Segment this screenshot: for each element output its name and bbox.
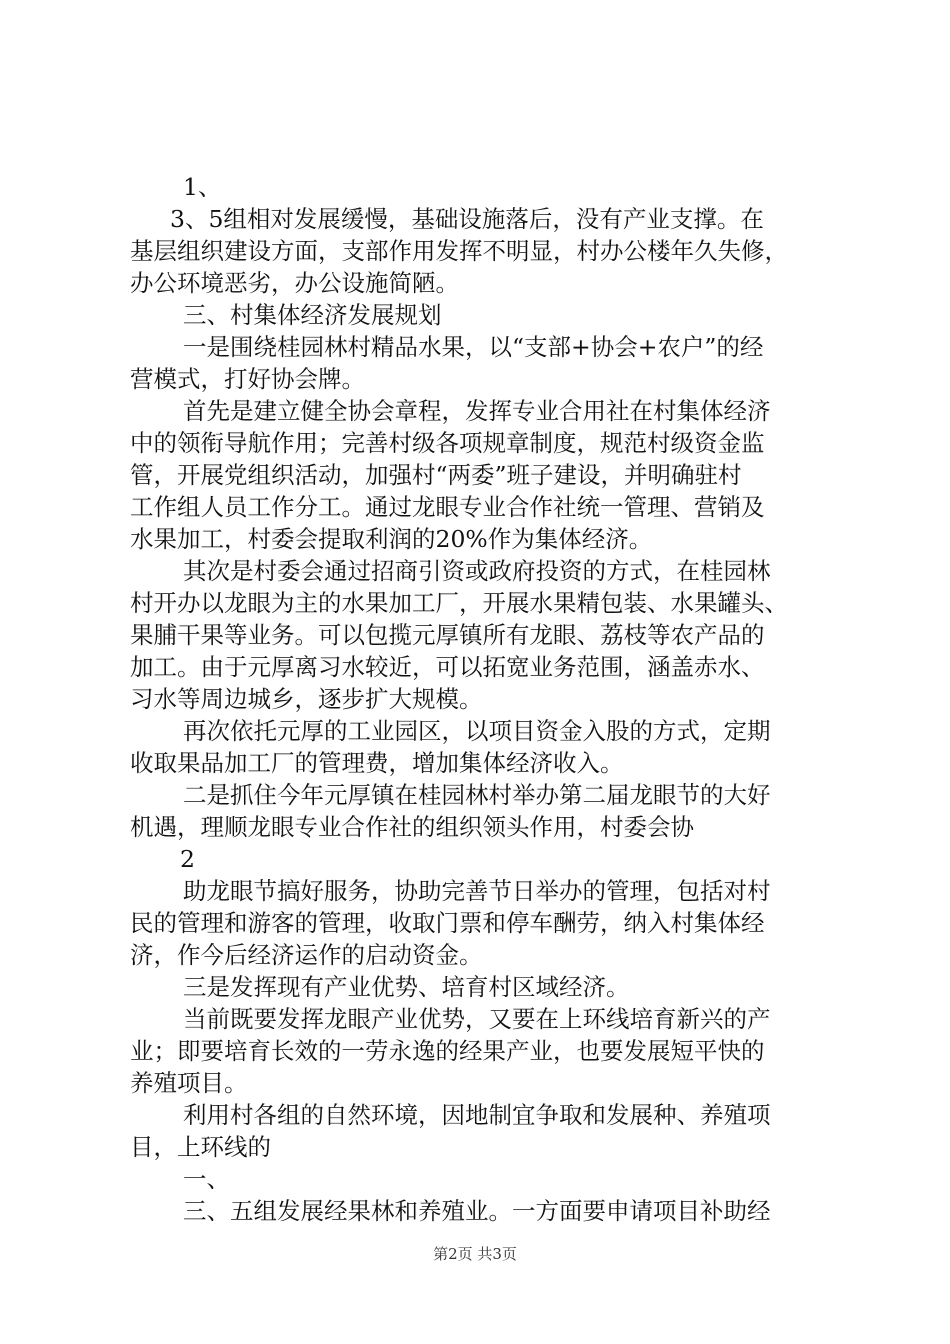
body-text-line: 再次依托元厚的工业园区，以项目资金入股的方式，定期 xyxy=(183,717,771,745)
body-text-line: 管，开展党组织活动，加强村“两委”班子建设，并明确驻村 xyxy=(130,461,742,489)
body-text-line: 1、 xyxy=(183,173,222,201)
body-text-line: 三、村集体经济发展规划 xyxy=(183,301,442,329)
body-text-line: 业；即要培育长效的一劳永逸的经果产业，也要发展短平快的 xyxy=(130,1037,765,1065)
body-text-line: 助龙眼节搞好服务，协助完善节日举办的管理，包括对村 xyxy=(183,877,771,905)
body-text-line: 机遇，理顺龙眼专业合作社的组织领头作用，村委会协 xyxy=(130,813,694,841)
body-text-line: 当前既要发挥龙眼产业优势，又要在上环线培育新兴的产 xyxy=(183,1005,771,1033)
body-text-line: 习水等周边城乡，逐步扩大规模。 xyxy=(130,685,483,713)
body-text-line: 三、五组发展经果林和养殖业。一方面要申请项目补助经 xyxy=(183,1197,771,1225)
body-text-line: 目，上环线的 xyxy=(130,1133,271,1161)
body-text-line: 水果加工，村委会提取利润的20%作为集体经济。 xyxy=(130,525,653,553)
body-text-line: 一是围绕桂园林村精品水果，以“支部+协会+农户”的经 xyxy=(183,333,764,361)
body-text-line: 二是抓住今年元厚镇在桂园林村举办第二届龙眼节的大好 xyxy=(183,781,771,809)
body-text-line: 首先是建立健全协会章程，发挥专业合用社在村集体经济 xyxy=(183,397,771,425)
body-text-line: 3、5组相对发展缓慢，基础设施落后，没有产业支撑。在 xyxy=(170,205,764,233)
body-text-line: 收取果品加工厂的管理费，增加集体经济收入。 xyxy=(130,749,624,777)
body-text-line: 营模式，打好协会牌。 xyxy=(130,365,365,393)
page-footer: 第2页 共3页 xyxy=(433,1245,517,1263)
body-text-line: 果脯干果等业务。可以包揽元厚镇所有龙眼、荔枝等农产品的 xyxy=(130,621,765,649)
body-text-line: 加工。由于元厚离习水较近，可以拓宽业务范围，涵盖赤水、 xyxy=(130,653,765,681)
body-text-line: 其次是村委会通过招商引资或政府投资的方式，在桂园林 xyxy=(183,557,771,585)
body-text-line: 中的领衔导航作用；完善村级各项规章制度，规范村级资金监 xyxy=(130,429,765,457)
body-text-line: 养殖项目。 xyxy=(130,1069,248,1097)
body-text-line: 基层组织建设方面，支部作用发挥不明显，村办公楼年久失修， xyxy=(130,237,788,265)
body-text-line: 村开办以龙眼为主的水果加工厂，开展水果精包装、水果罐头、 xyxy=(130,589,788,617)
body-text-line: 办公环境恶劣，办公设施简陋。 xyxy=(130,269,459,297)
body-text-line: 工作组人员工作分工。通过龙眼专业合作社统一管理、营销及 xyxy=(130,493,765,521)
body-text-line: 三是发挥现有产业优势、培育村区域经济。 xyxy=(183,973,630,1001)
inline-page-number: 2 xyxy=(180,845,195,873)
body-text-line: 利用村各组的自然环境，因地制宜争取和发展种、养殖项 xyxy=(183,1101,771,1129)
body-text-line: 民的管理和游客的管理，收取门票和停车酬劳，纳入村集体经 xyxy=(130,909,765,937)
body-text-line: 济，作今后经济运作的启动资金。 xyxy=(130,941,483,969)
document-body xyxy=(130,171,830,1227)
body-text-line: 一、 xyxy=(183,1165,230,1193)
